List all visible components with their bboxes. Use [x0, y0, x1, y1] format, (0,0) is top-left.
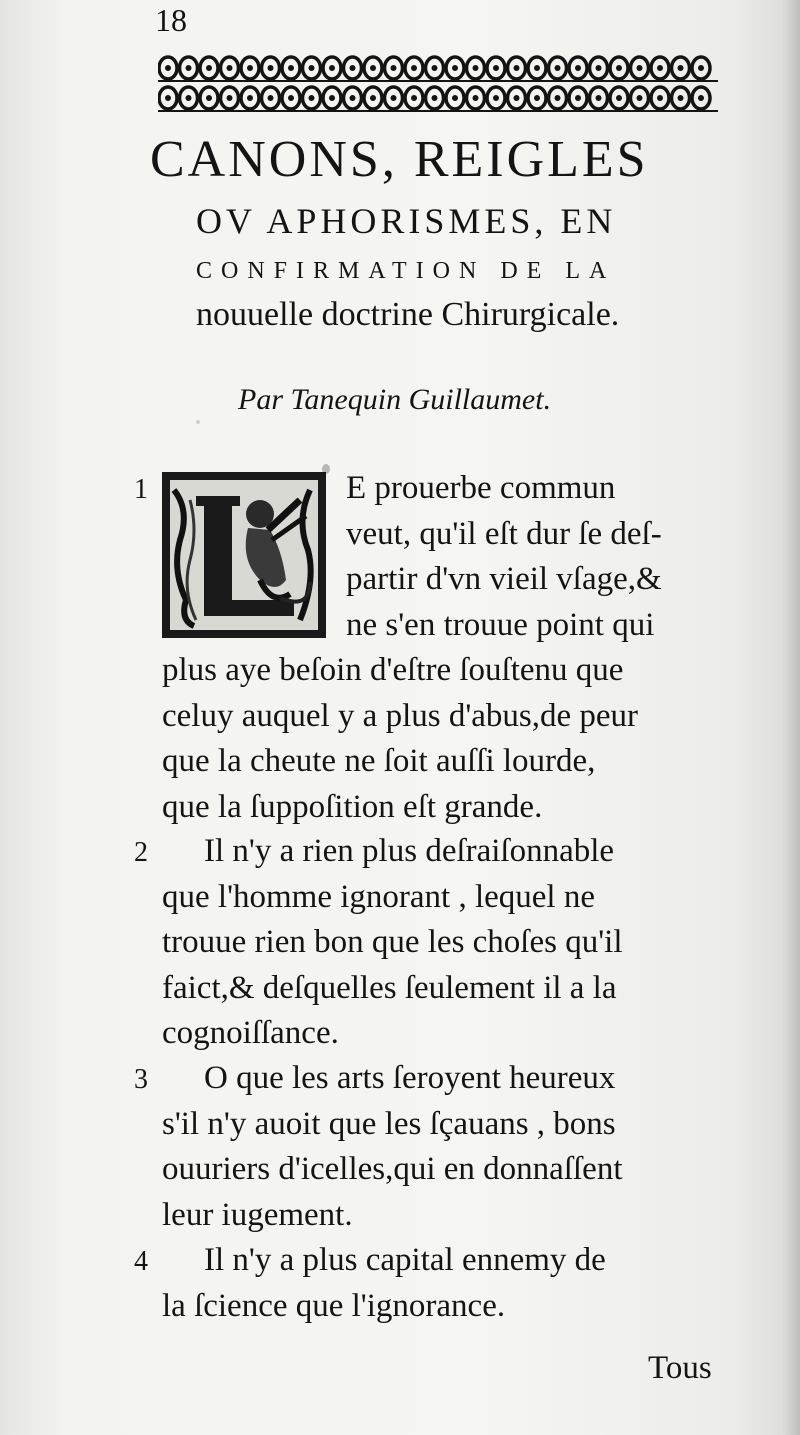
text-line: trouue rien bon que les choſes qu'il — [162, 924, 623, 960]
ink-spot — [322, 464, 330, 474]
text-line: ouuriers d'icelles,qui en donnaſſent — [162, 1151, 623, 1187]
catchword: Tous — [648, 1350, 712, 1386]
text-line: cognoiſſance. — [162, 1015, 339, 1051]
text-line: celuy auquel y a plus d'abus,de peur — [162, 697, 639, 734]
page-edge-shadow — [782, 0, 800, 1435]
ink-spot — [196, 420, 200, 424]
text-line: que la cheute ne ſoit auſſi lourde, — [162, 743, 596, 779]
text-line: s'il n'y auoit que les ſçauans , bons — [162, 1105, 616, 1142]
title-line-2: OV APHORISMES, EN — [196, 201, 617, 241]
aphorism-number: 1 — [134, 474, 148, 505]
text-line: la ſcience que l'ignorance. — [162, 1287, 506, 1324]
text-line: que l'homme ignorant , lequel ne — [162, 878, 595, 915]
aphorism-number: 3 — [134, 1064, 148, 1095]
title-line-1: CANONS, REIGLES — [150, 131, 649, 188]
text-line: plus aye beſoin d'eſtre ſouſtenu que — [162, 652, 624, 688]
title-line-3: CONFIRMATION DE LA — [196, 258, 616, 284]
text-line: que la ſuppoſition eſt grande. — [162, 788, 543, 825]
text-line: veut, qu'il eſt dur ſe deſ- — [346, 515, 662, 552]
text-line: E prouerbe commun — [346, 470, 616, 506]
text-line: ne s'en trouue point qui — [346, 606, 655, 643]
aphorism-number: 2 — [134, 837, 148, 868]
title-line-4: nouuelle doctrine Chirurgicale. — [196, 296, 620, 333]
author-byline: Par Tanequin Guillaumet. — [238, 383, 552, 416]
text-line: faict,& deſquelles ſeulement il a la — [162, 969, 617, 1006]
text-line: O que les arts ſeroyent heureux — [204, 1060, 616, 1096]
page-number: 18 — [155, 2, 187, 38]
text-line: Il n'y a rien plus deſraiſonnable — [204, 833, 615, 869]
text-line: partir d'vn vieil vſage,& — [346, 561, 662, 597]
decorated-initial-woodcut — [160, 470, 328, 640]
ornamental-border — [158, 52, 718, 114]
aphorism-number: 4 — [134, 1246, 148, 1277]
text-line: Il n'y a plus capital ennemy de — [204, 1242, 606, 1278]
text-line: leur iugement. — [162, 1196, 353, 1233]
